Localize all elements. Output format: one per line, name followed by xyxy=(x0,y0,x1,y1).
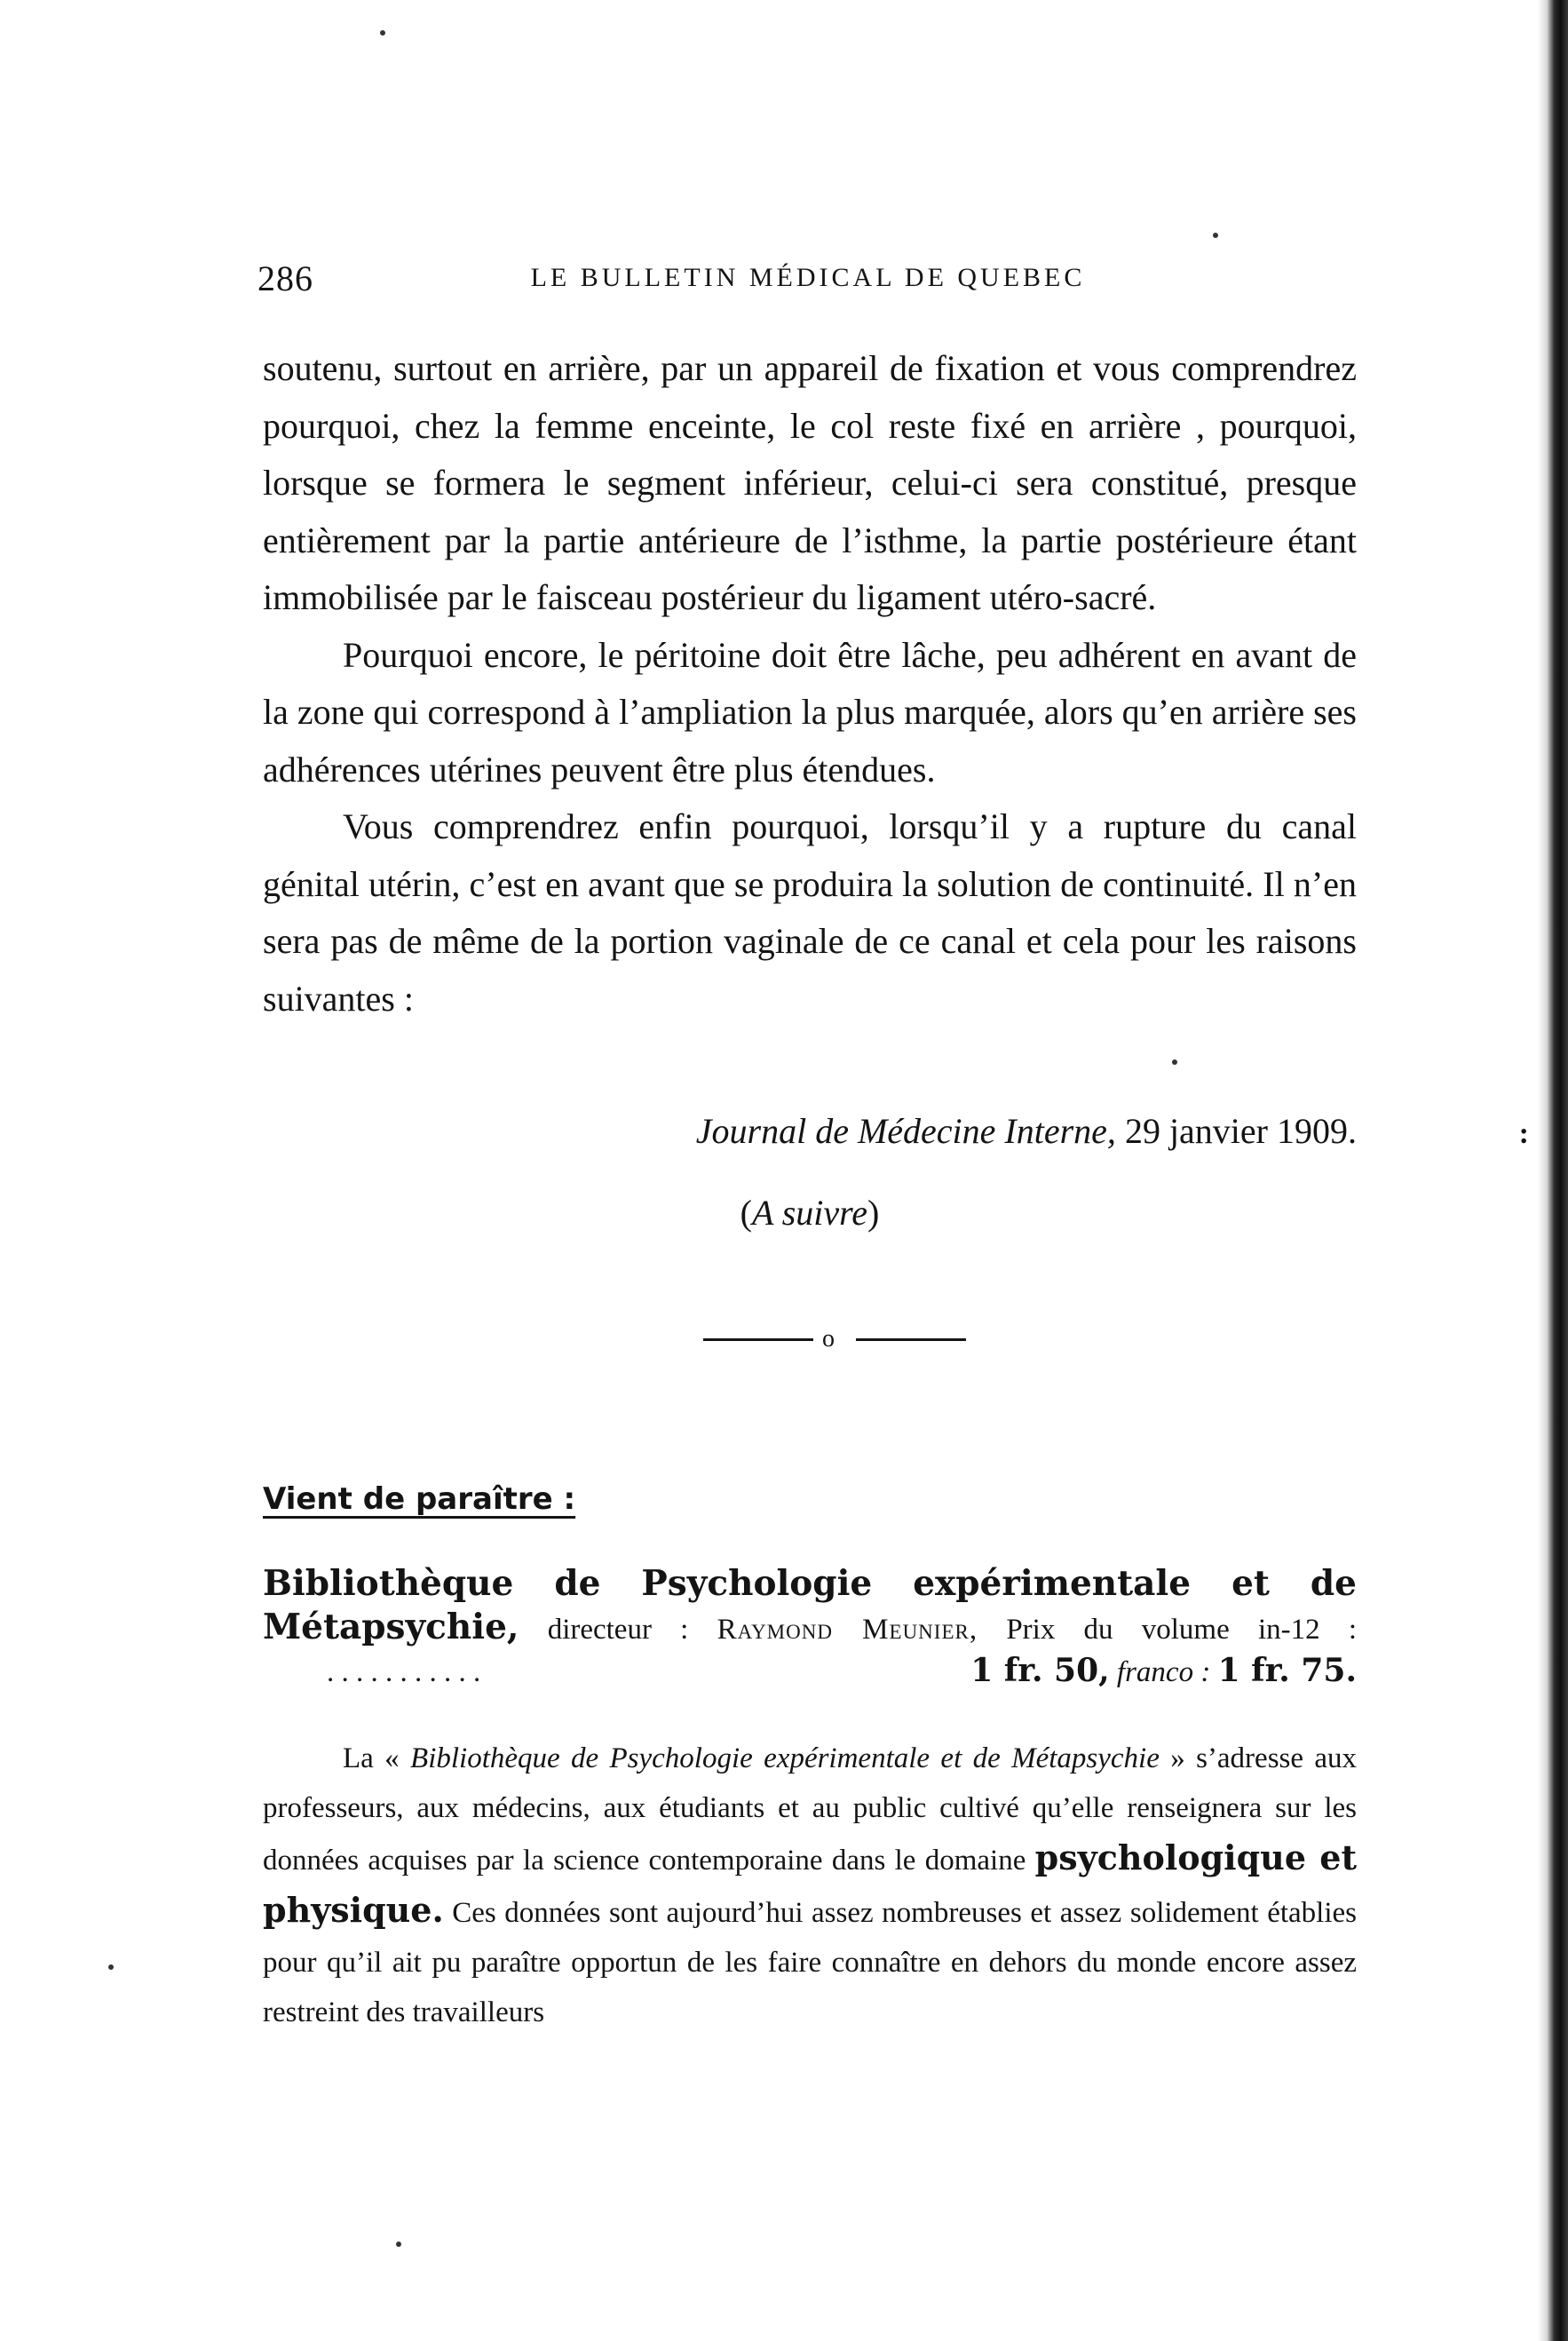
source-citation xyxy=(263,1110,1357,1152)
margin-mark: : xyxy=(1518,1117,1529,1150)
price-line xyxy=(263,1650,1357,1693)
franco-price: 1 fr. 75. xyxy=(1217,1652,1357,1689)
paragraph: La « Bibliothèque de Psychologie expérimentale et de Métapsychie » s’adresse aux professeurs, aux médecins, aux étudiants et au public cultivé qu’elle renseignera sur les données acquises par la science contemporaine dans le domaine psychologique et physique. Ces données sont aujourd’hui assez nombreuses et assez solidement établies pour qu’il ait pu paraître opportun de les faire connaître en dehors du monde encore assez restreint des travailleurs xyxy=(263,1742,1358,2028)
citation-journal: Journal de Médecine Interne, xyxy=(695,1111,1116,1151)
citation-date: 29 janvier 1909. xyxy=(1124,1111,1357,1151)
scan-speck xyxy=(380,30,385,36)
blurb-emphasis: psychologique et physique. xyxy=(263,1837,1357,1930)
book-description xyxy=(263,1734,1357,2037)
price-label: Prix du volume in-12 : xyxy=(1006,1614,1358,1646)
page-number: 286 xyxy=(257,258,313,298)
volume-price: 1 fr. 50, xyxy=(970,1652,1110,1689)
paragraph: soutenu, surtout en arrière, par un appareil de fixation et vous comprendrez pourquoi, chez la femme enceinte, le col reste fixé en arrière , pourquoi, lorsque se formera le segment inférieur, celui-ci sera constitué, presque entièrement par la partie antérieure de l’isthme, la partie postérieure étant immobilisée par le faisceau postérieur du ligament utéro-sacré. xyxy=(263,348,1357,617)
director-label: directeur : xyxy=(547,1614,689,1646)
leader-dots: . . . . . . . . . . . xyxy=(327,1656,481,1688)
scan-speck xyxy=(1213,233,1218,238)
blurb-series-title: Bibliothèque de Psychologie expérimentale et de Métapsychie xyxy=(410,1742,1160,1774)
book-notice xyxy=(263,1563,1357,1693)
section-separator xyxy=(703,1325,966,1352)
scan-speck xyxy=(108,1964,114,1970)
book-title-line xyxy=(263,1563,1357,1650)
article-body xyxy=(263,340,1357,1028)
paragraph: Pourquoi encore, le péritoine doit être lâche, peu adhérent en avant de la zone qui correspond à l’ampliation la plus marquée, alors qu’en arrière ses adhérences utérines peuvent être plus étendues. xyxy=(263,634,1357,790)
announcement-heading: Vient de paraître : xyxy=(263,1481,576,1517)
continued-text: A suivre xyxy=(752,1193,867,1233)
franco-label: franco : xyxy=(1116,1656,1211,1688)
binding-edge xyxy=(1538,0,1568,2341)
scan-speck xyxy=(1172,1059,1177,1065)
running-title: LE BULLETIN MÉDICAL DE QUEBEC xyxy=(530,263,1086,292)
separator-rule xyxy=(703,1338,813,1341)
scan-speck xyxy=(396,2242,401,2247)
separator-rule xyxy=(856,1338,966,1341)
separator-ornament: o xyxy=(822,1325,835,1353)
continued-note: (A suivre) xyxy=(740,1193,880,1233)
book-title: Bibliothèque de Psychologie expérimentale et de Métapsychie, xyxy=(263,1563,1357,1647)
paragraph: Vous comprendrez enfin pourquoi, lorsqu’il y a rupture du canal génital utérin, c’est en avant que se produira la solution de continuité. Il n’en sera pas de même de la portion vaginale de ce canal et cela pour les raisons suivantes : xyxy=(263,806,1357,1019)
page-header xyxy=(257,258,1358,311)
director-name: Raymond Meunier, xyxy=(717,1614,978,1646)
